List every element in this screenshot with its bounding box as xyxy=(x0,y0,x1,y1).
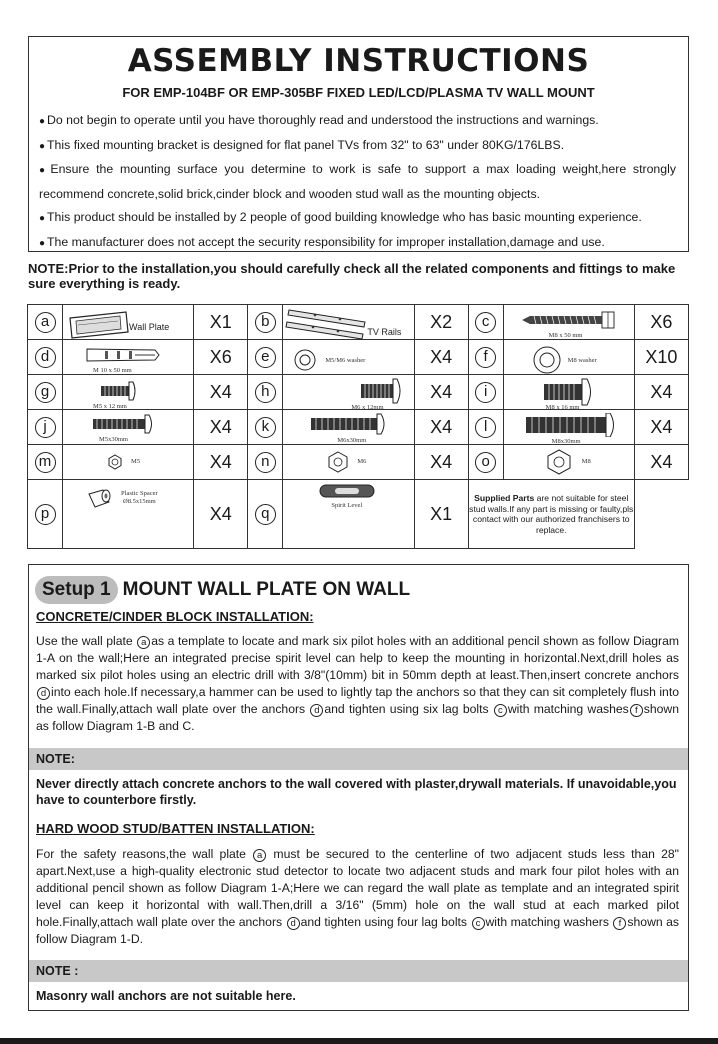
part-letter: j xyxy=(35,417,56,438)
part-caption: Plastic Spacer xyxy=(121,490,158,498)
footer-rule xyxy=(0,1038,718,1044)
part-caption: M8x30mm xyxy=(551,438,581,446)
part-qty: X1 xyxy=(194,305,248,340)
part-letter: h xyxy=(255,382,276,403)
bullet-icon: ● xyxy=(39,213,46,224)
bullet-icon: ● xyxy=(39,116,46,127)
part-caption: M5x30mm xyxy=(99,436,128,444)
screw-icon xyxy=(309,413,391,435)
intro-box xyxy=(28,36,689,252)
part-qty: X4 xyxy=(414,410,468,445)
part-qty: X4 xyxy=(194,445,248,480)
page-title: ASSEMBLY INSTRUCTIONS xyxy=(127,43,590,79)
part-qty: X4 xyxy=(414,340,468,375)
part-qty: X4 xyxy=(194,480,248,549)
part-qty: X4 xyxy=(634,410,688,445)
plaster-warning: Never directly attach concrete anchors to the wall covered with plaster,drywall materials. If unavoidable,you have to counterbore firstly. xyxy=(36,777,677,807)
nut-icon xyxy=(327,451,349,473)
screw-icon xyxy=(524,413,620,437)
part-letter: o xyxy=(475,452,496,473)
ref-a-icon: a xyxy=(137,636,150,649)
part-letter: b xyxy=(255,312,276,333)
spirit-level-icon xyxy=(319,484,375,498)
part-letter: f xyxy=(475,347,496,368)
parts-table xyxy=(27,304,689,549)
nut-icon xyxy=(546,449,572,475)
masonry-warning: Masonry wall anchors are not suitable here. xyxy=(36,989,296,1003)
setup-step-badge: Setup 1 xyxy=(35,576,118,604)
wood-stud-paragraph: For the safety reasons,the wall plate a must be secured to the centerline of two adjacent studs less than 28" apart.Next,use a high-quality electronic stud detector to locate two adjacent studs and mark four pilot holes with an additional pencil shown as follow Diagram 1-A;Here we can regard the wall plate as template and an integrated spirit level can keep it horizontal with wall.Then,drill a 3/16" (5mm) hole on the wall stud at each marked pilot hole.Finally,attach wall plate over the anchors d and tighten using four lag bolts c with matching washers f shown as follow Diagram 1-D. xyxy=(36,847,679,946)
part-name: TV Rails xyxy=(367,327,402,337)
bullet-item: ● This fixed mounting bracket is designed for flat panel TVs from 32" to 63" under 80KG/176LBS. xyxy=(39,137,565,152)
table-row xyxy=(28,445,689,480)
screw-icon xyxy=(91,414,155,434)
part-caption: M6 xyxy=(357,458,367,466)
concrete-heading: CONCRETE/CINDER BLOCK INSTALLATION: xyxy=(36,609,314,624)
ref-f-icon: f xyxy=(613,917,626,930)
wall-plate-icon xyxy=(68,310,130,340)
table-row xyxy=(28,305,689,340)
part-caption: Ø8.5x15mm xyxy=(123,498,156,506)
part-letter: k xyxy=(255,417,276,438)
table-row xyxy=(28,375,689,410)
part-qty: X4 xyxy=(194,410,248,445)
bullet-icon: ● xyxy=(39,237,46,249)
page-subtitle: FOR EMP-104BF OR EMP-305BF FIXED LED/LCD/PLASMA TV WALL MOUNT xyxy=(122,85,595,100)
concrete-anchor-icon xyxy=(85,345,161,365)
intro-bullets xyxy=(39,109,676,255)
ref-c-icon: c xyxy=(494,704,507,717)
note-bar: NOTE : xyxy=(29,960,688,982)
ref-f-icon: f xyxy=(630,704,643,717)
bullet-item: ● The manufacturer does not accept the security responsibility for improper installation,damage and use. xyxy=(39,234,605,249)
part-caption: M6 x 12mm xyxy=(351,404,384,412)
part-qty: X1 xyxy=(414,480,468,549)
bullet-icon: ● xyxy=(39,140,46,152)
tv-rails-icon xyxy=(285,308,367,342)
washer-icon xyxy=(293,348,317,372)
supplied-parts-note: Supplied Parts are not suitable for steel stud walls.If any part is missing or faulty,pls contact with our authorized franchisers to replace. xyxy=(468,480,634,549)
part-caption: M5 x 12 mm xyxy=(93,403,127,411)
part-qty: X4 xyxy=(414,445,468,480)
part-caption: M8 washer xyxy=(567,357,597,365)
setup-header xyxy=(35,576,410,604)
part-letter: q xyxy=(255,504,276,525)
part-caption: M5/M6 washer xyxy=(325,357,366,365)
part-caption: M8 xyxy=(581,458,591,466)
part-caption: Spirit Level xyxy=(331,502,363,510)
part-qty: X4 xyxy=(634,375,688,410)
table-row xyxy=(28,340,689,375)
bullet-item: ● Ensure the mounting surface you determine to work is safe to support a max loading weight,here strongly recommend concrete,solid brick,cinder block and wooden stud wall as the mounting objects. xyxy=(39,162,676,201)
part-letter: a xyxy=(35,312,56,333)
setup-title: MOUNT WALL PLATE ON WALL xyxy=(122,579,411,600)
washer-icon xyxy=(532,345,562,375)
setup-box xyxy=(28,564,689,1011)
note-bar: NOTE: xyxy=(29,748,688,770)
part-letter: c xyxy=(475,312,496,333)
part-qty: X6 xyxy=(634,305,688,340)
part-caption: M8 x 16 mm xyxy=(545,404,580,412)
ref-a-icon: a xyxy=(253,849,266,862)
part-letter: p xyxy=(35,504,56,525)
part-letter: m xyxy=(35,452,56,473)
part-qty: X4 xyxy=(414,375,468,410)
part-letter: d xyxy=(35,347,56,368)
screw-icon xyxy=(99,380,139,402)
part-letter: e xyxy=(255,347,276,368)
part-caption: M8 x 50 mm xyxy=(548,332,583,339)
part-qty: X6 xyxy=(194,340,248,375)
part-qty: X2 xyxy=(414,305,468,340)
concrete-paragraph: Use the wall plate a as a template to locate and mark six pilot holes with an additional pencil shown as follow Diagram 1-A on the wall;Here an integrated precise spirit level can help to keep the mounting in horizontal.Next,drill holes as marked six pilot holes using an electric drill with 3/8"(10mm) bit in 50mm depth at least.Then,insert concrete anchors d into each hole.If necessary,a hammer can be used to lightly tap the anchors so that they can sit completely flush into the wall.Finally,attach wall plate over the anchors d and tighten using six lag bolts c with matching washes f shown as follow Diagram 1-B and C. xyxy=(36,634,679,733)
ref-c-icon: c xyxy=(472,917,485,930)
part-caption: M6x30mm xyxy=(337,437,367,445)
part-qty: X4 xyxy=(634,445,688,480)
ref-d-icon: d xyxy=(287,917,300,930)
bullet-item: ● This product should be installed by 2 people of good building knowledge who has basic mounting experience. xyxy=(39,210,642,224)
part-caption: M 10 x 50 mm xyxy=(93,367,132,375)
bullet-icon: ● xyxy=(39,165,49,176)
table-row xyxy=(28,410,689,445)
nut-icon xyxy=(107,454,123,470)
bullet-item: ● Do not begin to operate until you have thoroughly read and understood the instructions and warnings. xyxy=(39,113,599,127)
part-name: Wall Plate xyxy=(129,322,170,332)
ref-d-icon: d xyxy=(37,687,50,700)
part-caption: M5 xyxy=(131,458,141,466)
components-note: NOTE:Prior to the installation,you should carefully check all the related components and fittings to make sure everything is ready. xyxy=(28,261,676,291)
screw-icon xyxy=(542,378,596,406)
part-letter: l xyxy=(475,417,496,438)
part-letter: i xyxy=(475,382,496,403)
part-letter: g xyxy=(35,382,56,403)
part-qty: X4 xyxy=(194,375,248,410)
table-row xyxy=(28,480,689,549)
part-qty: X10 xyxy=(634,340,688,375)
lag-bolt-icon xyxy=(520,310,620,330)
ref-d-icon: d xyxy=(310,704,323,717)
part-letter: n xyxy=(255,452,276,473)
screw-icon xyxy=(359,378,405,404)
wood-stud-heading: HARD WOOD STUD/BATTEN INSTALLATION: xyxy=(36,821,315,836)
plastic-spacer-icon xyxy=(85,488,113,510)
